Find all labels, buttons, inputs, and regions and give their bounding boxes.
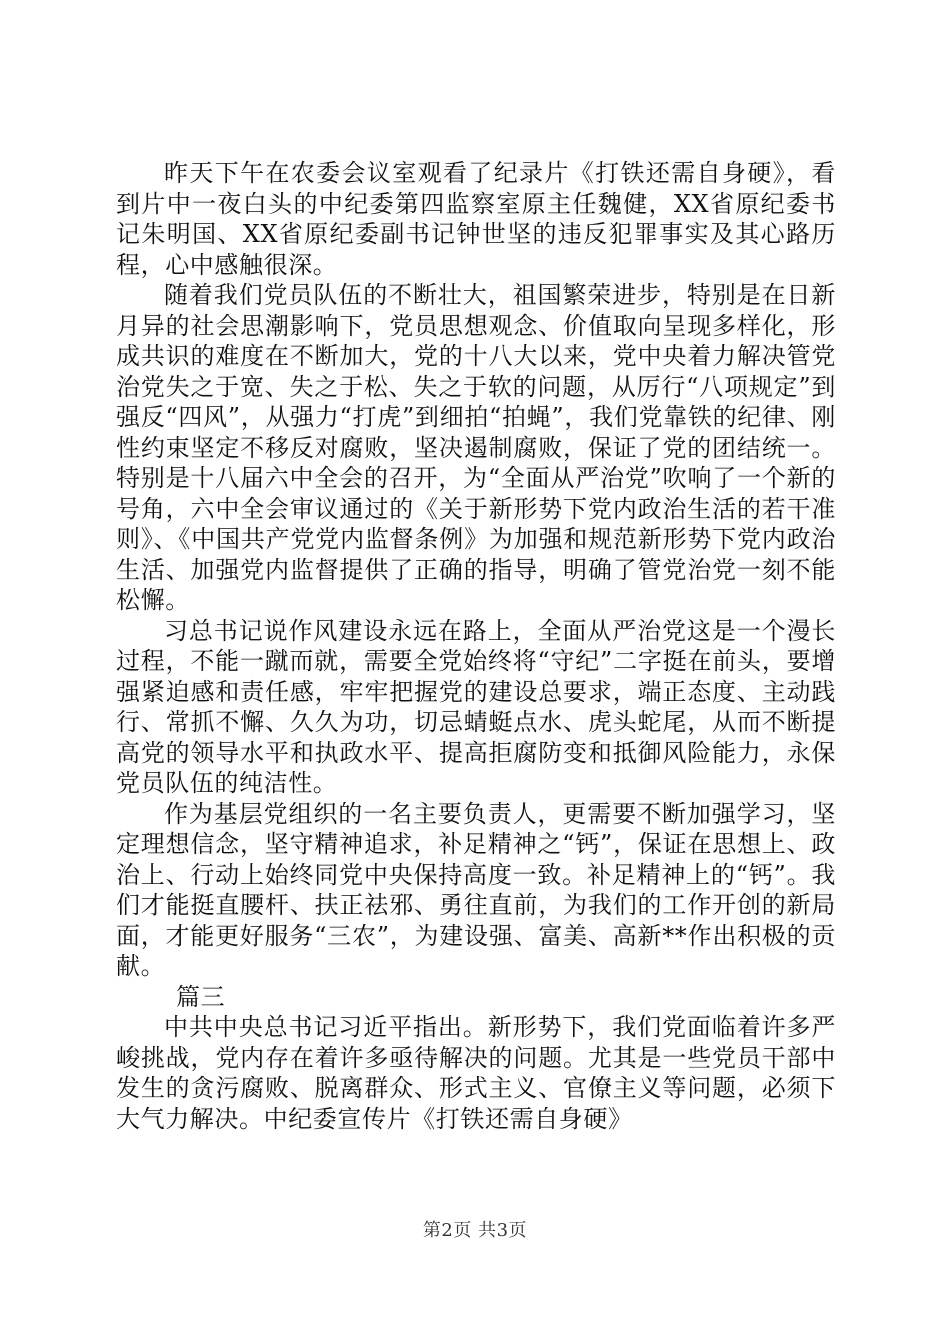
paragraph-4: 作为基层党组织的一名主要负责人，更需要不断加强学习，坚定理想信念，坚守精神追求，补足精神之“钙”，保证在思想上、政治上、行动上始终同党中央保持高度一致。补足精神上的“钙”。我们才能挺直腰杆、扶正祛邪、勇往直前，为我们的工作开创的新局面，才能更好服务“三农”，为建设强、富美、高新**作出积极的贡献。 <box>116 799 836 980</box>
paragraph-2: 随着我们党员队伍的不断壮大，祖国繁荣进步，特别是在日新月异的社会思潮影响下，党员思想观念、价值取向呈现多样化，形成共识的难度在不断加大，党的十八大以来，党中央着力解决管党治党失之于宽、失之于松、失之于软的问题，从厉行“八项规定”到强反“四风”，从强力“打虎”到细拍“拍蝇”，我们党靠铁的纪律、刚性约束坚定不移反对腐败，坚决遏制腐败，保证了党的团结统一。特别是十八届六中全会的召开，为“全面从严治党”吹响了一个新的号角，六中全会审议通过的《关于新形势下党内政治生活的若干准则》、《中国共产党党内监督条例》为加强和规范新形势下党内政治生活、加强党内监督提供了正确的指导，明确了管党治党一刻不能松懈。 <box>116 281 836 614</box>
section-paragraph: 中共中央总书记习近平指出。新形势下，我们党面临着许多严峻挑战，党内存在着许多亟待解决的问题。尤其是一些党员干部中发生的贪污腐败、脱离群众、形式主义、官僚主义等问题，必须下大气力解决。中纪委宣传片《打铁还需自身硬》 <box>116 1013 836 1133</box>
page-number: 第2页 共3页 <box>422 1220 528 1241</box>
document-body <box>116 158 836 1134</box>
paragraph-3: 习总书记说作风建设永远在路上，全面从严治党这是一个漫长过程，不能一蹴而就，需要全党始终将“守纪”二字挺在前头，要增强紧迫感和责任感，牢牢把握党的建设总要求，端正态度、主动践行、常抓不懈、久久为功，切忌蜻蜓点水、虎头蛇尾，从而不断提高党的领导水平和执政水平、提高拒腐防变和抵御风险能力，永保党员队伍的纯洁性。 <box>116 616 836 797</box>
section-heading: 篇三 <box>176 982 226 1011</box>
paragraph-1: 昨天下午在农委会议室观看了纪录片《打铁还需自身硬》，看到片中一夜白头的中纪委第四监察室原主任魏健，XX省原纪委书记朱明国、XX省原纪委副书记钟世坚的违反犯罪事实及其心路历程，心中感触很深。 <box>116 159 836 279</box>
